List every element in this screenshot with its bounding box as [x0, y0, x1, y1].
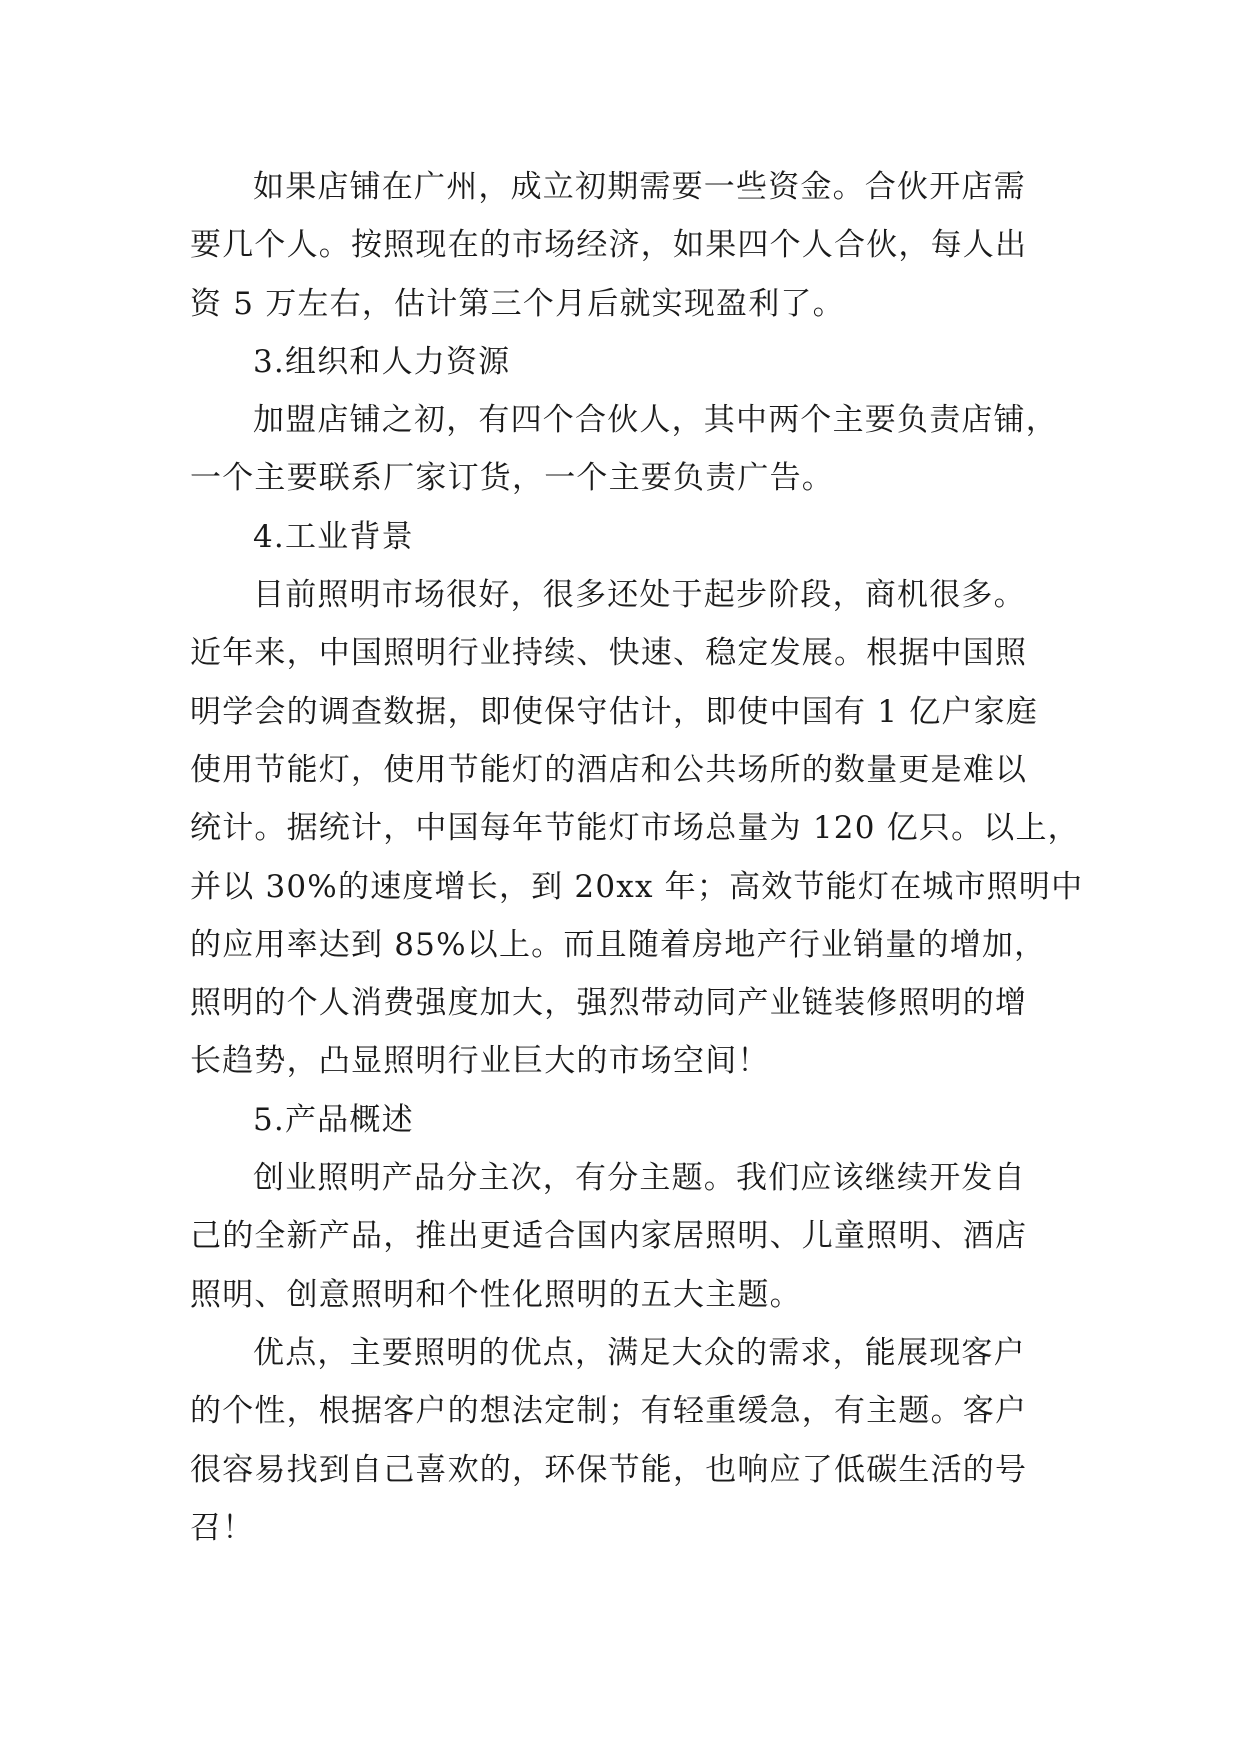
section-heading: 5.产品概述 [253, 1101, 414, 1138]
paragraph-line: 统计。据统计，中国每年节能灯市场总量为 120 亿只。以上， [190, 810, 1080, 847]
paragraph-line: 照明的个人消费强度加大，强烈带动同产业链装修照明的增 [190, 985, 1028, 1022]
paragraph-line: 长趋势，凸显照明行业巨大的市场空间！ [190, 1043, 770, 1080]
paragraph-line: 的应用率达到 85%以上。而且随着房地产行业销量的增加， [190, 926, 1047, 963]
paragraph-line: 优点，主要照明的优点，满足大众的需求，能展现客户 [253, 1334, 1026, 1371]
paragraph-line: 己的全新产品，推出更适合国内家居照明、儿童照明、酒店 [190, 1218, 1028, 1255]
section-heading: 4.工业背景 [253, 518, 414, 555]
paragraph-line: 近年来，中国照明行业持续、快速、稳定发展。根据中国照 [190, 635, 1028, 672]
paragraph-line: 如果店铺在广州，成立初期需要一些资金。合伙开店需 [253, 169, 1026, 205]
paragraph-line: 并以 30%的速度增长，到 20xx 年；高效节能灯在城市照明中 [190, 868, 1084, 905]
paragraph-line: 加盟店铺之初，有四个合伙人，其中两个主要负责店铺， [253, 402, 1058, 439]
paragraph-line: 目前照明市场很好，很多还处于起步阶段，商机很多。 [253, 577, 1026, 614]
paragraph-line: 要几个人。按照现在的市场经济，如果四个人合伙，每人出 [190, 227, 1028, 264]
paragraph-line: 召！ [190, 1509, 255, 1546]
paragraph-line: 使用节能灯，使用节能灯的酒店和公共场所的数量更是难以 [190, 751, 1028, 788]
document-body [190, 158, 1084, 1557]
paragraph-line: 很容易找到自己喜欢的，环保节能，也响应了低碳生活的号 [190, 1451, 1028, 1488]
paragraph-line: 资 5 万左右，估计第三个月后就实现盈利了。 [190, 285, 845, 322]
paragraph-line: 的个性，根据客户的想法定制；有轻重缓急，有主题。客户 [190, 1393, 1028, 1430]
paragraph-line: 创业照明产品分主次，有分主题。我们应该继续开发自 [253, 1160, 1026, 1197]
paragraph-line: 一个主要联系厂家订货，一个主要负责广告。 [190, 460, 834, 497]
paragraph-line: 明学会的调查数据，即使保守估计，即使中国有 1 亿户家庭 [190, 693, 1039, 730]
section-heading: 3.组织和人力资源 [253, 343, 511, 380]
paragraph-line: 照明、创意照明和个性化照明的五大主题。 [190, 1276, 802, 1313]
